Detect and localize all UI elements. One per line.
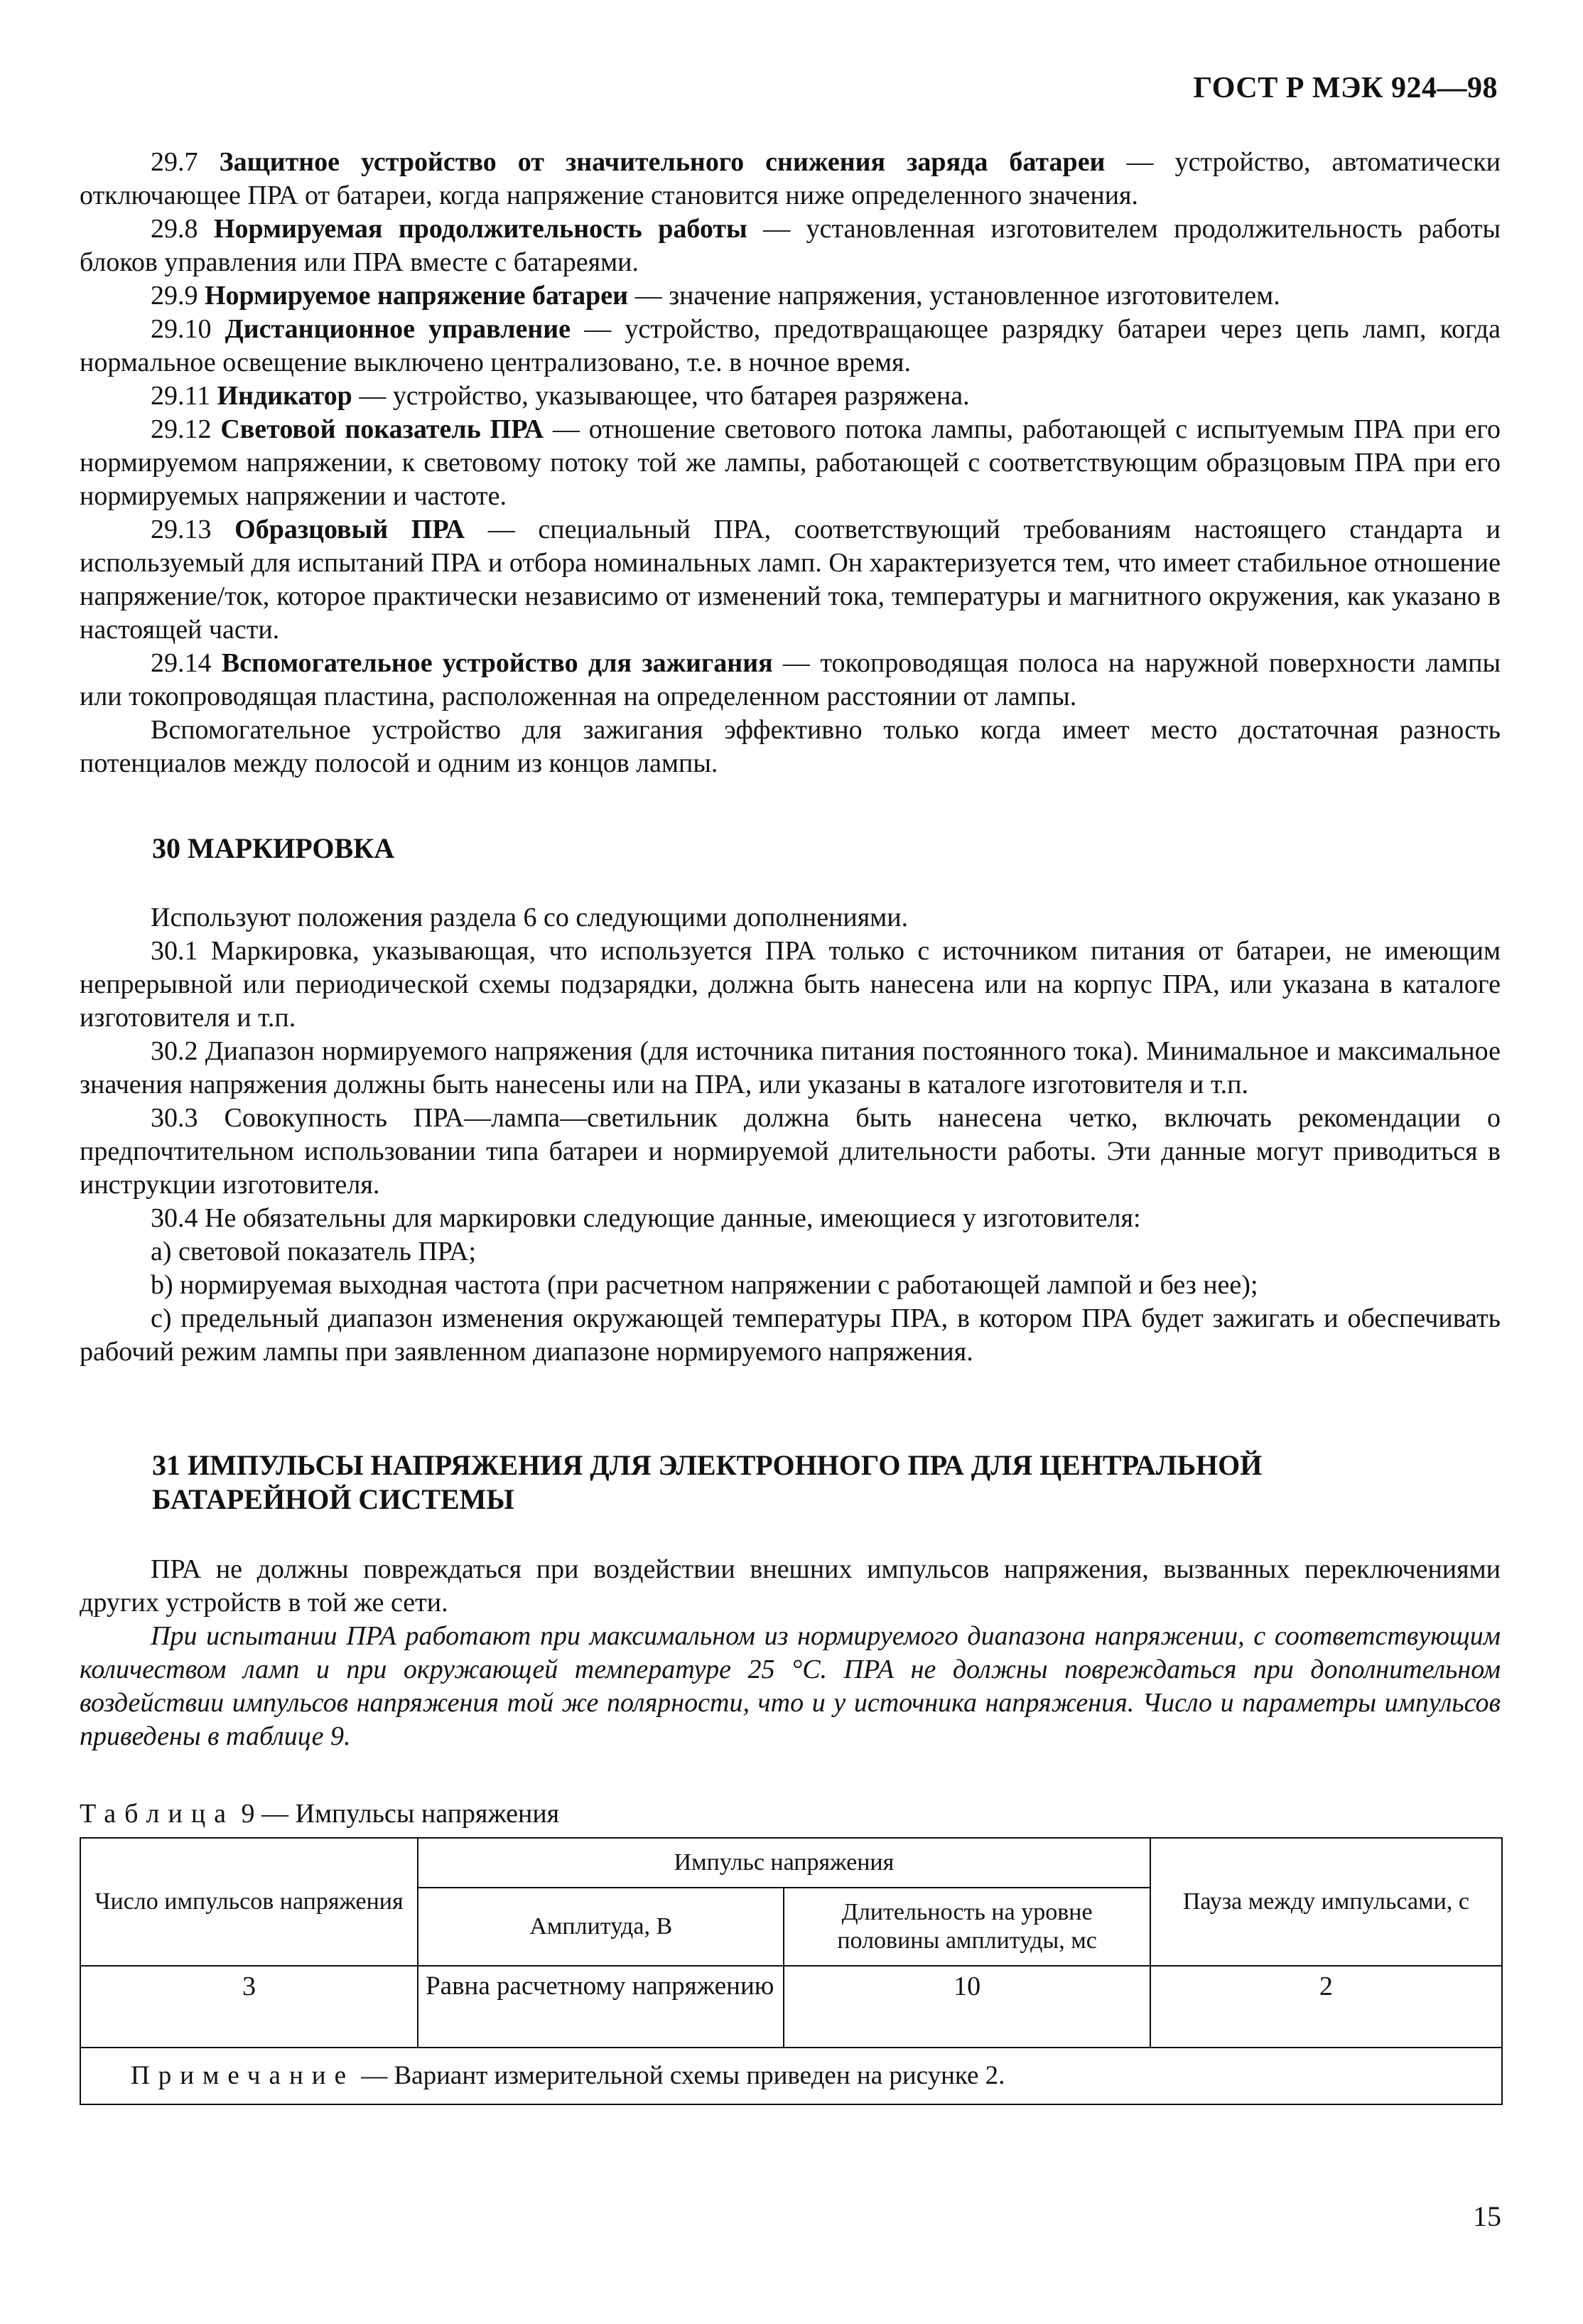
definition-29-14: 29.14 Вспомогательное устройство для зажигания — токопроводящая полоса на наружной поверхности лампы или токопроводящая пластина, расположенная на определенном расстоянии от лампы.	[80, 648, 1501, 711]
section-30-paragraph: 30.3 Совокупность ПРА—лампа—светильник должна быть нанесена четко, включать рекомендации о предпочтительном использовании типа батареи и нормируемой длительности работы. Эти данные могут приводиться в инструкции изготовителя.	[80, 1103, 1501, 1200]
definition-extra-paragraph: Вспомогательное устройство для зажигания эффективно только когда имеет место достаточная разность потенциалов между полосой и одним из концов лампы.	[80, 715, 1501, 778]
definition-29-12: 29.12 Световой показатель ПРА — отношение светового потока лампы, работающей с испытуемым ПРА при его нормируемом напряжении, к световому потоку той же лампы, работающей с соответствующим образцовым ПРА при его нормируемых напряжении и частоте.	[80, 414, 1501, 511]
section-31-italic-paragraph: При испытании ПРА работают при максимальном из нормируемого диапазона напряжении, с соответствующим количеством ламп и при окружающей температуре 25 °С. ПРА не должны повреждаться при дополнительном воздействии импульсов напряжения той же полярности, что и у источника напряжения. Число и параметры импульсов приведены в таблице 9.	[80, 1621, 1501, 1751]
document-header: ГОСТ Р МЭК 924—98	[1193, 72, 1498, 104]
header-duration: Длительность на уровне половины амплитуды, мс	[784, 1888, 1150, 1966]
pulse-table	[80, 1837, 1503, 2105]
section-31-title	[152, 1448, 1262, 1517]
definition-29-8: 29.8 Нормируемая продолжительность работы — установленная изготовителем продолжительность работы блоков управления или ПРА вместе с батареями.	[80, 214, 1501, 277]
header-pause: Пауза между импульсами, с	[1150, 1838, 1502, 1966]
definition-29-10: 29.10 Дистанционное управление — устройство, предотвращающее разрядку батареи через цепь ламп, когда нормальное освещение выключено централизовано, т.е. в ночное время.	[80, 314, 1501, 377]
cell-duration: 10	[784, 1966, 1150, 2048]
section-30-paragraph: 30.2 Диапазон нормируемого напряжения (для источника питания постоянного тока). Минимальное и максимальное значения напряжения должны быть нанесены или на ПРА, или указаны в каталоге изготовителя и т.п.	[80, 1036, 1501, 1099]
section-31-title-line2: БАТАРЕЙНОЙ СИСТЕМЫ	[152, 1483, 514, 1515]
section-31-paragraph: ПРА не должны повреждаться при воздействии внешних импульсов напряжения, вызванных переключениями других устройств в той же сети.	[80, 1554, 1501, 1618]
table-note: Примечание — Вариант измерительной схемы приведен на рисунке 2.	[80, 2048, 1502, 2104]
definitions-block	[80, 146, 1501, 780]
cell-amplitude: Равна расчетному напряжению	[418, 1966, 784, 2048]
definition-29-11: 29.11 Индикатор — устройство, указывающее, что батарея разряжена.	[151, 381, 970, 411]
definition-29-7: 29.7 Защитное устройство от значительного снижения заряда батареи — устройство, автоматически отключающее ПРА от батареи, когда напряжение становится ниже определенного значения.	[80, 147, 1501, 210]
definition-29-9: 29.9 Нормируемое напряжение батареи — значение напряжения, установленное изготовителем.	[151, 281, 1280, 311]
header-group: Импульс напряжения	[418, 1838, 1150, 1888]
header-amplitude: Амплитуда, В	[418, 1888, 784, 1966]
list-item-b: b) нормируемая выходная частота (при расчетном напряжении с работающей лампой и без нее);	[151, 1270, 1258, 1300]
section-30-paragraph: Используют положения раздела 6 со следующими дополнениями.	[151, 903, 909, 932]
table-row	[80, 1966, 1502, 2048]
cell-pause: 2	[1150, 1966, 1502, 2048]
table-caption: Таблица 9 — Импульсы напряжения	[80, 1799, 560, 1829]
section-30-paragraph: 30.1 Маркировка, указывающая, что используется ПРА только с источником питания от батареи, не имеющим непрерывной или периодической схемы подзарядки, должна быть нанесена или на корпус ПРА, или указана в каталоге изготовителя и т.п.	[80, 936, 1501, 1033]
section-30-paragraph: 30.4 Не обязательны для маркировки следующие данные, имеющиеся у изготовителя:	[151, 1203, 1141, 1233]
section-30-body	[80, 901, 1501, 1369]
list-item-a: а) световой показатель ПРА;	[151, 1237, 477, 1266]
section-31-body	[80, 1553, 1501, 1753]
cell-count: 3	[80, 1966, 418, 2048]
section-31-title-line1: 31 ИМПУЛЬСЫ НАПРЯЖЕНИЯ ДЛЯ ЭЛЕКТРОННОГО ПРА ДЛЯ ЦЕНТРАЛЬНОЙ	[152, 1449, 1263, 1481]
header-count: Число импульсов напряжения	[80, 1838, 418, 1966]
list-item-c: с) предельный диапазон изменения окружающей температуры ПРА, в котором ПРА будет зажигать и обеспечивать рабочий режим лампы при заявленном диапазоне нормируемого напряжения.	[80, 1303, 1501, 1367]
definition-29-13: 29.13 Образцовый ПРА — специальный ПРА, соответствующий требованиям настоящего стандарта и используемый для испытаний ПРА и отбора номинальных ламп. Он характеризуется тем, что имеет стабильное отношение напряжение/ток, которое практически независимо от изменений тока, температуры и магнитного окружения, как указано в настоящей части.	[80, 515, 1501, 645]
section-30-title: 30 МАРКИРОВКА	[152, 832, 395, 864]
page-number: 15	[1473, 2200, 1501, 2232]
